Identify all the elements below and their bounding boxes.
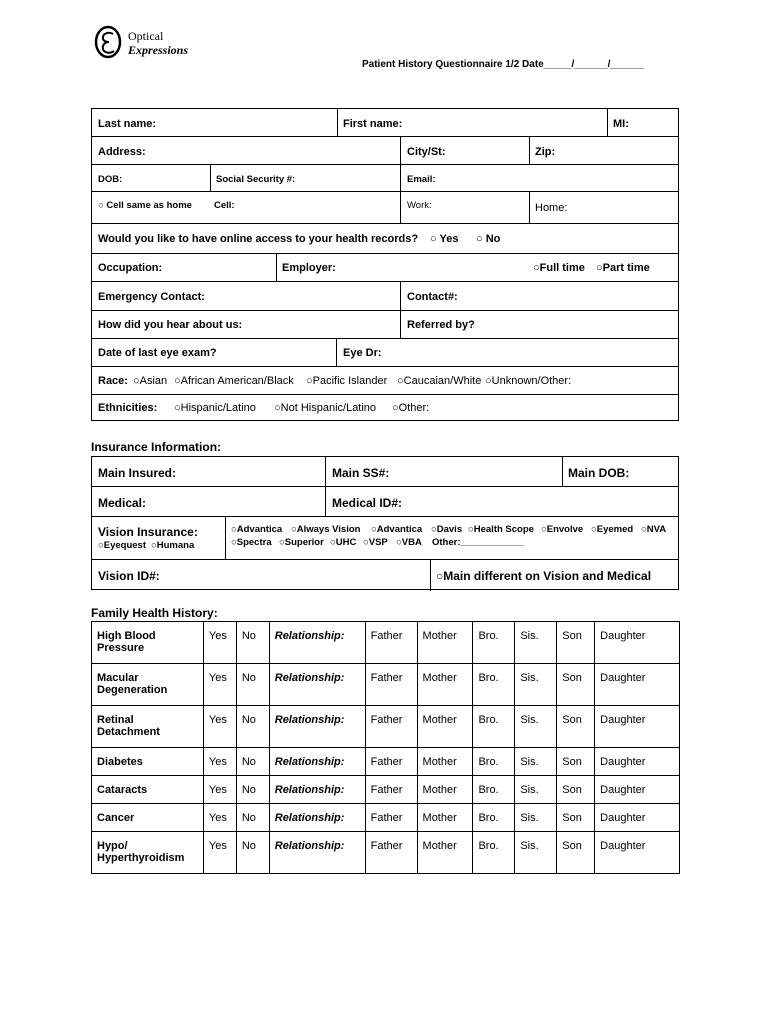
table-row	[92, 706, 680, 748]
yes-cell[interactable]: Yes	[203, 664, 236, 706]
relative-option-cell[interactable]: Mother	[417, 776, 473, 804]
condition-cell	[92, 622, 204, 664]
email-field[interactable]: Email:	[407, 174, 436, 185]
relative-option-cell[interactable]: Son	[557, 804, 595, 832]
relative-option-cell[interactable]: Son	[557, 776, 595, 804]
name-row	[92, 109, 678, 137]
vision-option-vba[interactable]: ○VBA	[396, 537, 422, 548]
condition-line2: Degeneration	[97, 684, 168, 696]
race-option-asian[interactable]: ○Asian	[133, 375, 168, 387]
vision-id-row	[92, 560, 678, 591]
condition-cell	[92, 776, 204, 804]
relative-option-cell[interactable]: Son	[557, 748, 595, 776]
address-field[interactable]: Address:	[98, 146, 146, 158]
referred-by-field[interactable]: Referred by?	[407, 319, 475, 331]
eye-dr-field[interactable]: Eye Dr:	[343, 347, 382, 359]
relative-option-cell[interactable]: Mother	[417, 706, 473, 748]
medical-id-field[interactable]: Medical ID#:	[332, 496, 403, 510]
relative-option-cell[interactable]: Mother	[417, 664, 473, 706]
condition-line1: Macular	[97, 672, 139, 684]
main-different-option[interactable]: ○Main different on Vision and Medical	[436, 569, 652, 583]
no-cell[interactable]: No	[236, 748, 269, 776]
ssn-field[interactable]: Social Security #:	[216, 174, 296, 185]
eye-exam-row	[92, 339, 678, 367]
ethnicity-option-not-hispanic[interactable]: ○Not Hispanic/Latino	[274, 402, 377, 414]
relative-option-cell[interactable]: Son	[557, 664, 595, 706]
dob-field[interactable]: DOB:	[98, 174, 123, 185]
table-row	[92, 832, 680, 874]
condition-line1: Hypo/	[97, 840, 128, 852]
relative-option-cell[interactable]: Mother	[417, 832, 473, 874]
condition-line1: High Blood	[97, 630, 156, 642]
relative-option-cell[interactable]: Daughter	[595, 804, 680, 832]
race-option-caucasian[interactable]: ○Caucaian/White	[397, 375, 482, 387]
ethnicity-row	[92, 395, 678, 422]
no-cell[interactable]: No	[236, 622, 269, 664]
condition-line1: Retinal	[97, 714, 134, 726]
address-row	[92, 137, 678, 165]
ethnicity-label: Ethnicities:	[98, 402, 158, 414]
online-access-yes[interactable]: ○ Yes	[430, 233, 459, 245]
relative-option-cell[interactable]: Father	[365, 664, 417, 706]
logo-text-bottom: Expressions	[128, 43, 189, 57]
vision-insurance-label: Vision Insurance:	[98, 525, 198, 539]
online-access-question: Would you like to have online access to your health records?	[98, 233, 419, 245]
occupation-field[interactable]: Occupation:	[98, 262, 163, 274]
table-row	[92, 622, 680, 664]
no-cell[interactable]: No	[236, 776, 269, 804]
work-field[interactable]: Work:	[407, 200, 432, 211]
main-ss-field[interactable]: Main SS#:	[332, 466, 390, 480]
vision-option-nva[interactable]: ○NVA	[641, 524, 667, 535]
condition-line2: Pressure	[97, 642, 145, 654]
race-option-unknown[interactable]: ○Unknown/Other:	[485, 375, 572, 387]
condition-cell	[92, 804, 204, 832]
relative-option-cell[interactable]: Bro.	[473, 804, 515, 832]
main-insured-row	[92, 457, 678, 487]
relative-option-cell[interactable]: Sis.	[515, 804, 557, 832]
relative-option-cell[interactable]: Father	[365, 776, 417, 804]
vision-option-always-vision[interactable]: ○Always Vision	[291, 524, 361, 535]
relationship-label: Relationship:	[269, 832, 365, 874]
table-row	[92, 664, 680, 706]
main-insured-field[interactable]: Main Insured:	[98, 466, 177, 480]
condition-line2: Hyperthyroidism	[97, 852, 185, 864]
condition-cell	[92, 706, 204, 748]
relative-option-cell[interactable]: Sis.	[515, 748, 557, 776]
occupation-row	[92, 254, 678, 282]
relative-option-cell[interactable]: Father	[365, 622, 417, 664]
mi-field[interactable]: MI:	[613, 118, 629, 130]
vision-option-other[interactable]: Other:____________	[432, 537, 524, 548]
race-row	[92, 367, 678, 395]
relative-option-cell[interactable]: Bro.	[473, 748, 515, 776]
document-title: Patient History Questionnaire 1/2 Date_____/______/______	[362, 59, 644, 70]
condition-cell	[92, 832, 204, 874]
vision-option-advantica[interactable]: ○Advantica	[231, 524, 283, 535]
ethnicity-option-hispanic[interactable]: ○Hispanic/Latino	[174, 402, 256, 414]
condition-cell	[92, 748, 204, 776]
emergency-row	[92, 282, 678, 311]
relative-option-cell[interactable]: Sis.	[515, 622, 557, 664]
relative-option-cell[interactable]: Mother	[417, 622, 473, 664]
relative-option-cell[interactable]: Daughter	[595, 706, 680, 748]
race-label: Race:	[98, 375, 128, 387]
zip-field[interactable]: Zip:	[535, 146, 556, 158]
logo	[94, 25, 214, 65]
relative-option-cell[interactable]: Son	[557, 706, 595, 748]
relative-option-cell[interactable]: Sis.	[515, 776, 557, 804]
relative-option-cell[interactable]: Father	[365, 804, 417, 832]
insurance-section-title: Insurance Information:	[91, 440, 222, 454]
relative-option-cell[interactable]: Mother	[417, 804, 473, 832]
city-st-field[interactable]: City/St:	[407, 146, 446, 158]
vision-option-advantica-2[interactable]: ○Advantica	[371, 524, 423, 535]
relative-option-cell[interactable]: Daughter	[595, 748, 680, 776]
logo-text-top: Optical	[128, 29, 164, 43]
yes-cell[interactable]: Yes	[203, 706, 236, 748]
relationship-label: Relationship:	[269, 622, 365, 664]
table-row	[92, 776, 680, 804]
relative-option-cell[interactable]: Bro.	[473, 664, 515, 706]
vision-option-vsp[interactable]: ○VSP	[363, 537, 388, 548]
relative-option-cell[interactable]: Mother	[417, 748, 473, 776]
vision-id-field[interactable]: Vision ID#:	[98, 569, 160, 583]
relative-option-cell[interactable]: Daughter	[595, 832, 680, 874]
relative-option-cell[interactable]: Bro.	[473, 706, 515, 748]
condition-line2: Detachment	[97, 726, 160, 738]
table-row	[92, 748, 680, 776]
relationship-label: Relationship:	[269, 706, 365, 748]
yes-cell[interactable]: Yes	[203, 776, 236, 804]
ethnicity-option-other[interactable]: ○Other:	[392, 402, 430, 414]
no-cell[interactable]: No	[236, 706, 269, 748]
no-cell[interactable]: No	[236, 832, 269, 874]
condition-line1: Cataracts	[97, 784, 148, 796]
relative-option-cell[interactable]: Daughter	[595, 776, 680, 804]
vision-option-envolve[interactable]: ○Envolve	[541, 524, 584, 535]
race-option-african-american[interactable]: ○African American/Black	[174, 375, 294, 387]
vision-option-davis[interactable]: ○Davis	[431, 524, 463, 535]
relative-option-cell[interactable]: Daughter	[595, 664, 680, 706]
last-eye-exam-field[interactable]: Date of last eye exam?	[98, 347, 217, 359]
table-row	[92, 804, 680, 832]
vision-option-eyequest[interactable]: ○Eyequest	[98, 540, 146, 551]
vision-option-uhc[interactable]: ○UHC	[330, 537, 357, 548]
vision-option-superior[interactable]: ○Superior	[279, 537, 324, 548]
relationship-label: Relationship:	[269, 804, 365, 832]
relationship-label: Relationship:	[269, 748, 365, 776]
phone-row	[92, 192, 678, 224]
referral-row	[92, 311, 678, 339]
cell-field[interactable]: Cell:	[214, 200, 235, 211]
condition-cell	[92, 664, 204, 706]
full-time-option[interactable]: ○Full time	[533, 262, 585, 274]
race-option-pacific-islander[interactable]: ○Pacific Islander	[306, 375, 388, 387]
hear-about-field[interactable]: How did you hear about us:	[98, 319, 243, 331]
patient-info-box	[91, 108, 679, 421]
main-dob-field[interactable]: Main DOB:	[568, 466, 630, 480]
relative-option-cell[interactable]: Bro.	[473, 622, 515, 664]
yes-cell[interactable]: Yes	[203, 804, 236, 832]
last-name-field[interactable]: Last name:	[98, 118, 157, 130]
vision-insurance-row	[92, 517, 678, 560]
relative-option-cell[interactable]: Son	[557, 622, 595, 664]
relationship-label: Relationship:	[269, 664, 365, 706]
part-time-option[interactable]: ○Part time	[596, 262, 650, 274]
condition-line1: Cancer	[97, 812, 135, 824]
vision-option-spectra[interactable]: ○Spectra	[231, 537, 272, 548]
insurance-box	[91, 456, 679, 590]
family-history-table	[91, 621, 680, 874]
relative-option-cell[interactable]: Bro.	[473, 776, 515, 804]
relative-option-cell[interactable]: Son	[557, 832, 595, 874]
no-cell[interactable]: No	[236, 664, 269, 706]
no-cell[interactable]: No	[236, 804, 269, 832]
relative-option-cell[interactable]: Daughter	[595, 622, 680, 664]
relative-option-cell[interactable]: Sis.	[515, 706, 557, 748]
dob-row	[92, 165, 678, 192]
vision-option-eyemed[interactable]: ○Eyemed	[591, 524, 634, 535]
vision-option-humana[interactable]: ○Humana	[151, 540, 195, 551]
vision-option-health-scope[interactable]: ○Health Scope	[468, 524, 534, 535]
relationship-label: Relationship:	[269, 776, 365, 804]
employer-field[interactable]: Employer:	[282, 262, 336, 274]
relative-option-cell[interactable]: Father	[365, 748, 417, 776]
relative-option-cell[interactable]: Sis.	[515, 832, 557, 874]
relative-option-cell[interactable]: Father	[365, 706, 417, 748]
medical-field[interactable]: Medical:	[98, 496, 147, 510]
cell-same-option[interactable]: ○ Cell same as home	[98, 200, 192, 211]
online-access-row	[92, 224, 678, 254]
contact-number-field[interactable]: Contact#:	[407, 291, 458, 303]
logo-mark-icon	[94, 25, 124, 59]
yes-cell[interactable]: Yes	[203, 748, 236, 776]
first-name-field[interactable]: First name:	[343, 118, 403, 130]
yes-cell[interactable]: Yes	[203, 622, 236, 664]
relative-option-cell[interactable]: Father	[365, 832, 417, 874]
condition-line1: Diabetes	[97, 756, 143, 768]
medical-row	[92, 487, 678, 517]
yes-cell[interactable]: Yes	[203, 832, 236, 874]
family-history-title: Family Health History:	[91, 606, 218, 620]
relative-option-cell[interactable]: Bro.	[473, 832, 515, 874]
relative-option-cell[interactable]: Sis.	[515, 664, 557, 706]
home-field[interactable]: Home:	[535, 202, 568, 214]
online-access-no[interactable]: ○ No	[476, 233, 501, 245]
emergency-contact-field[interactable]: Emergency Contact:	[98, 291, 205, 303]
